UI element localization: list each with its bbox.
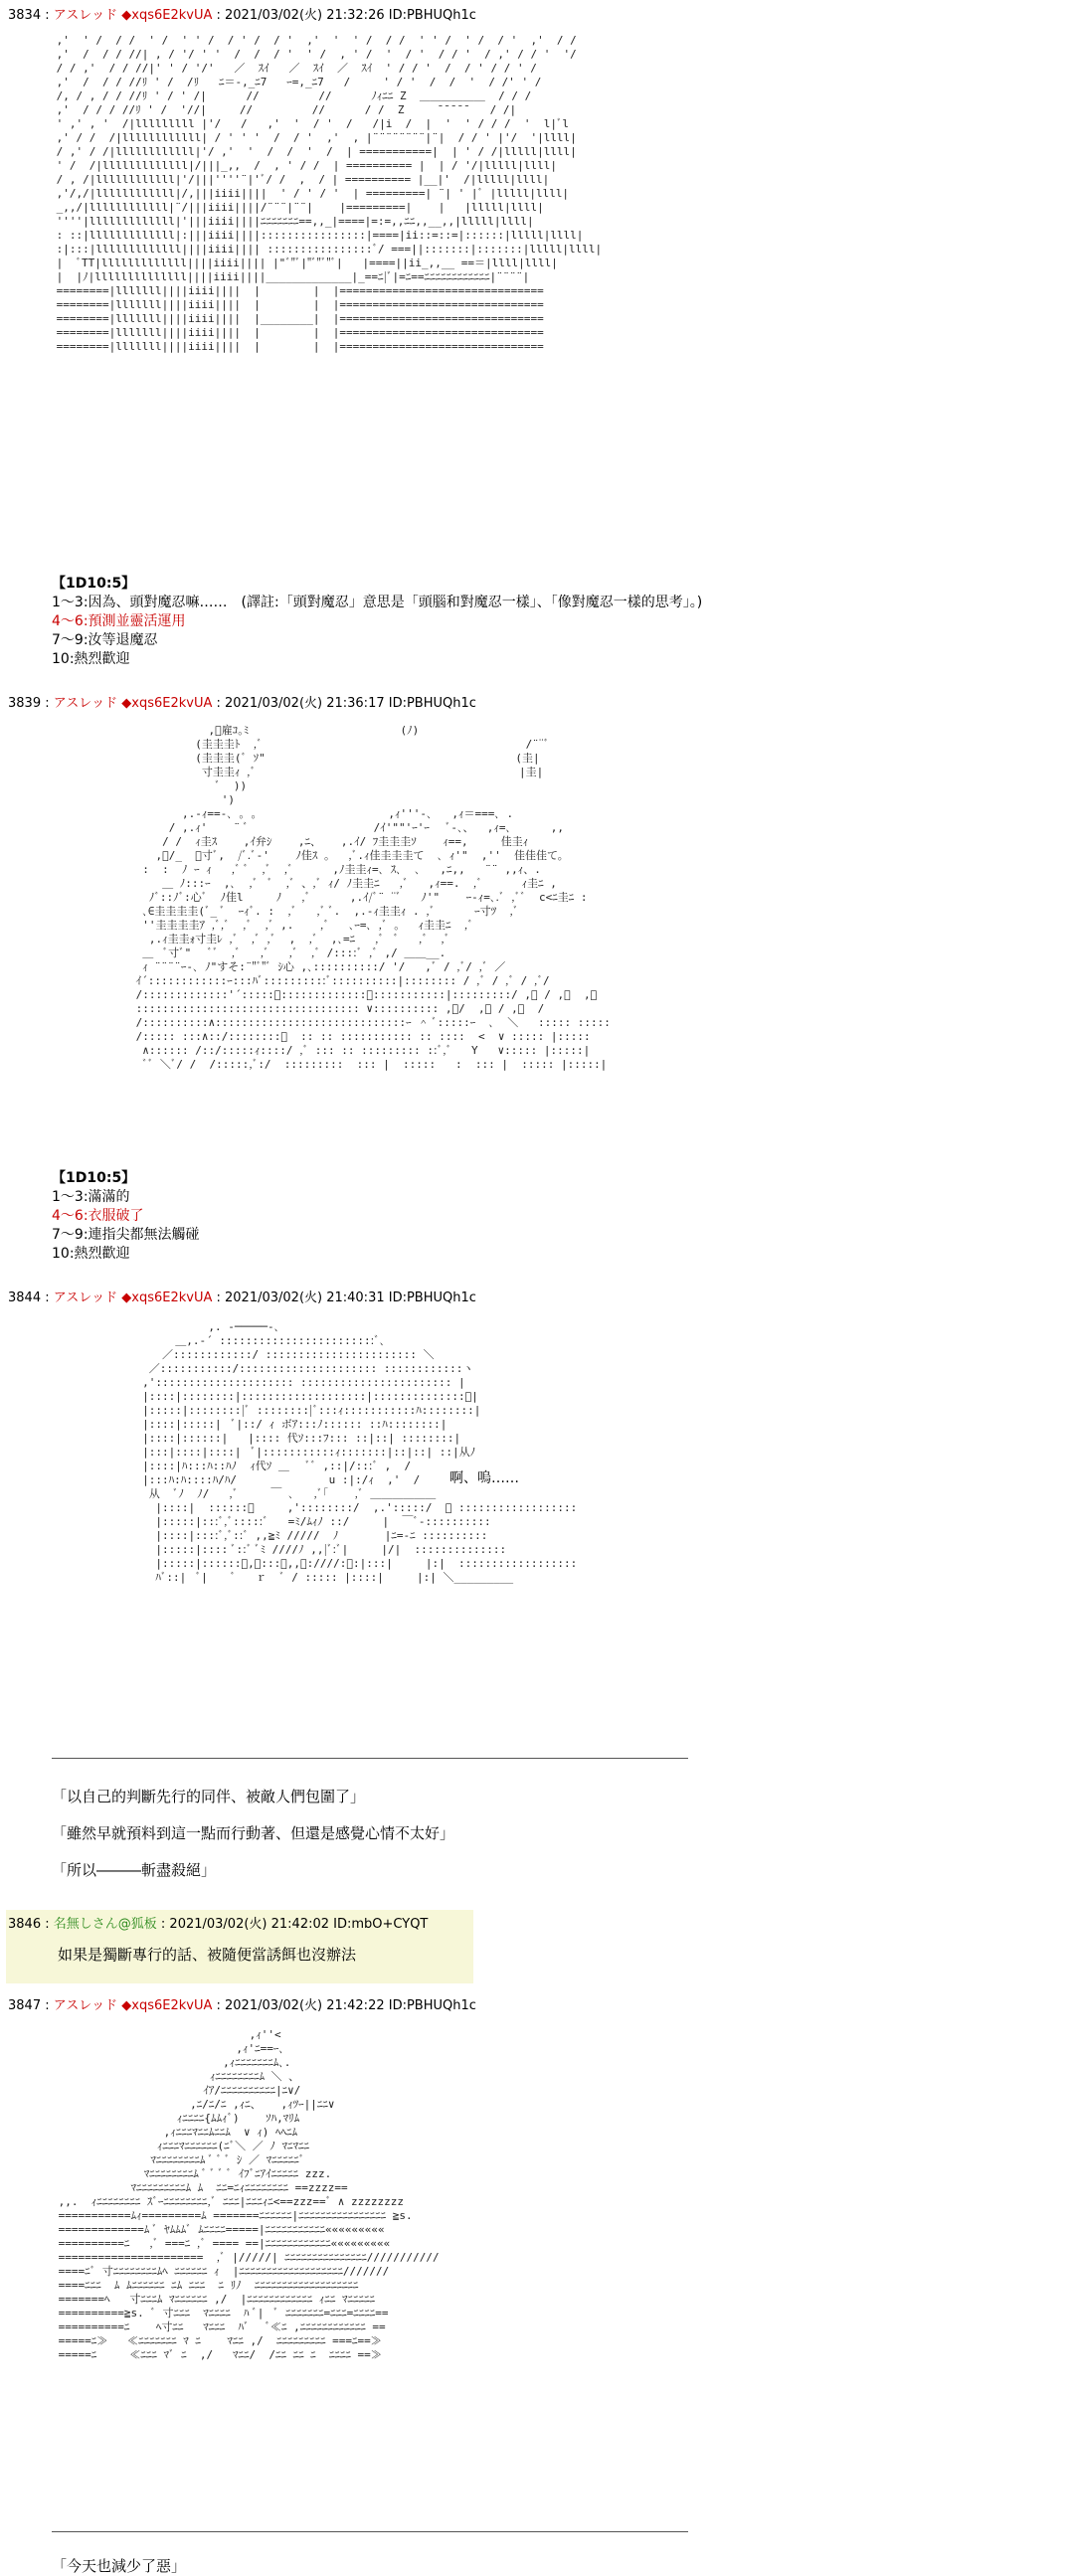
ascii-art-figure: ,. -─────-､ ＿,.-´ ::::::::::::::::::::::::ﾞ､ ／::::::::::::/ ::::::::::::::::::::::: ＼ ／:::::::::::/::::::::::::::::::::: ::::::::::::ヽ ,'::::::::::::::::::::: ::::::::::::::::::::::: | |::::|::::::::|:::::::::::::::::::|::::::::::::::ﾞ| |:::::|::::::::|ﾞ ::::::::|ﾞ:::ｨ:::::::::::ﾊ::::::::| |::::|:::::| ﾞ|::/ ｨ ボｱ:::ﾉ:::::: ::ﾊ::::::::| |::::|::::::| |:::: 代ｿ:::ﾌ::: ::|::| ::::::::| |:::|::::|::::| ﾞ|:::::::::::ｨ:::::::|::|::| ::|从ﾉ |::::|ﾊ:::ﾊ::ﾊﾉ ｨ代ｿ ＿ ﾞﾞ ,::|/:::ﾞ , / |:::ﾊ:ﾊ::::ﾊ/ﾊ/ u :|:/ｨ ,' / 从 ﾞﾉ ﾉ/ ,ﾞ ￣ ､ ,ﾞ｢ ,ﾞ ＿＿＿＿＿＿ |::::| ::::::ﾞ ,'::::::::/ ,.':::::/ ＼ :::::::::::::::::: |:::::|:::ﾞ,ﾞ:::::ﾞ =ﾐ/ﾑｨﾉ ::/ | ￣ﾞ-:::::::::: |::::|::::ﾞ,ﾞ::ﾞ ,,≧ﾐ ///// ﾉ |ﾆ=-ﾆ :::::::::: |:::::|:::: ﾞ::ﾞ ﾞﾐ ////ﾉ ,,|ﾞ:ﾞ| |/| :::::::::::::: |:::::|::::::ﾞ,ﾞ:::ﾞ,,ﾞ:////:ﾞ:|:::| |:| :::::::::::::::::: ﾊﾞ::| ﾞ| ﾞ ｒ ﾞ / ::::: |::::| |:| ＼_________ [142, 1320, 578, 1584]
quote-line: 「所以―――斬盡殺絕」 [52, 1861, 217, 1879]
post-header: 3834 : アスレッド ◆xqs6E2kvUA : 2021/03/02(火) 21:32:26 ID:PBHUQh1c [8, 8, 476, 23]
post-header: 3846 : 名無しさん@狐板 : 2021/03/02(火) 21:42:02 ID:mbO+CYQT [8, 1917, 429, 1932]
ascii-art-crowd: ,ﾞ雇ｺ｡ﾐ (ﾉ) (圭圭圭ﾄ ,ﾞ /¨¨ﾞ (圭圭圭(ﾞ ｿ" (圭| 寸圭圭ｨ ,ﾞ |圭| ﾞ )) ') ,.-ｨ==-､ ｡ ｡ ,ｨ'''-､ ,ｨ＝===､ . / ,.ｨ' ¨ ﾞ /ｲ'""'ｰ'ｰ ﾞ-､、 ,ｨ=､ ,, / / ｨ圭ｽ ,ｲ弁ｼ ,ﾆ、 ,.ｲ/ ﾌ圭圭圭ｿ ｨ==, 佳圭ｨ ,ﾞ/_ ｰ寸ﾞ, /ﾞ.ﾞ-' ﾉ佳ｽ 。 ,ﾞ.ｨ佳圭圭圭て ､ ｨ'" ,'' 佳佳佳て。 : : ﾉ ｰ ｨ ,ﾞ ﾞ ,ﾞ ,ﾞ ,ﾉ圭圭ｨ=､ ｽ､ ､ ,ﾆ,, ¨¨ ,,ｨ、. ＿ ﾉ:::ｰ ,､ ,ﾞ ﾞ ,ﾞ 、,ﾞ ｨ/ ﾉ圭圭ﾆ ,ﾞ ,ｨ==. ,ﾞ ｨ圭ﾆ , ﾉﾞ::ﾉﾞ:心ﾞ ﾉ佳l ﾉ ,ﾞ ,.ｲ/ﾞ¨ ¨ﾞ ﾉ'" ｰ-ｨ=､.ﾞ ,ﾞﾞ c<ﾆ圭ﾆ : ､∈圭圭圭圭(ﾞ_ ﾞ ｰｨﾞ. : ,ﾞ ,ﾞ ﾞ. ,.-ｨ圭圭ｨ . ,ﾞ ｰ寸ﾂ ,ﾞ ''圭圭圭圭ｱ ,ﾞ,ﾞ ,ﾞ ,ﾞ ,. ,ﾞ ､ｰ=､ ,ﾞ 。 ｨ圭圭ﾆ ,ﾞ ,.ｨ圭圭ｫ寸圭ﾚ ,ﾞ ,ﾞ ,ﾞ , ,ﾞ ,､=ﾆ ,ﾞ ﾞ ,ﾞ ,ﾞ ＿ ﾞ寸ﾞ" ﾞﾞ ,ﾞ ,ﾞ ,ﾞ ,ﾞ /::::ﾞ ,ﾞ ,/ ＿＿__. ｨ ¨¨¨¨ｰ-､ ﾉ"すそ:¨"ﾞ"ﾞ ｼ心 ,､::::::::::/ '/ ,ﾞ / ,ﾞ/ ,ﾞ ／ ｲ´::::::::::::ｰ:::ﾊﾞ::::::::::ﾞ::::::::::|:::::::: / ,ﾞ / ,ﾞ / ,ﾞ/ /:::::::::::::'´:::::ﾞ:::::::::::::＞:::::::::::|:::::::::/ ,ﾞ / ,ﾞ ,ﾞ :::::::::::::::::::::::::::::::::: ∨:::::::::: ,ﾞ/ ,ﾞ / ,ﾞ / /::::::::::∧:::::::::::::::::::::::::::::ｰ ＾ ﾞ:::::ｰ ､ ＼ ::::: ::::: /::::: :::∧::/::::::::ﾞ :: :: ::::::::::: :: :::: < ∨ ::::: |::::: ∧:::::: /::/:::::ｨ::::/ ,ﾞ ::: :: ::::::::: ::ﾞ,ﾞ Y ∨::::: |:::::| ﾞﾞ ＼ﾞ/ / /:::::,ﾞ:/ ::::::::: ::: | ::::: : ::: | ::::: |:::::| [135, 724, 611, 1071]
divider [52, 1758, 688, 1759]
post-meta: 2021/03/02(火) 21:42:22 ID:PBHUQh1c [225, 1998, 476, 2013]
dice-result: 【1D10:5】 [52, 1170, 136, 1186]
ascii-art-city: ,' ' / / / ' / ' ' / / ' / / ' ,' ' ' / / / ' ' / ' / / ' ,' / / ,' / / / //| , / '/ ' ' / / / ' ' / , ' / ' / ' / / ' / ,' / / ' '/ / / ,' / / //|' ' / '/' ／ ｽｲ ／ ｽｲ ／ ｽｲ ' / / ' / / ' / / ' / ,' / / / //ﾘ ' / /ﾘ ﾆ＝-,_ﾆ7 ｰ=,_ﾆ7 / ' / ' / / ' / /' ' / /, / , / / //ﾘ ' / ' /| // // ﾉｨﾆﾆ Z ＿＿＿＿＿＿ / / / ,' / / / //ﾘ ' / '//| // // / / Z ̄ ̄ ̄ ̄ ̄ / /| ' ,' , ' /|lllllllll |'/ / ,' ' / ' / /|i / | ' ' / / / ' l|ﾞl ,' / / /|llllllllllll| / ' ' ' / / ' ,' , |¨¨¨¨¨¨¨¨|¨| / / ' |'/ '|llll| / ,' / /|llllllllllll|'/ ,' ' / / ' / | ===========| | ' / /|lllll|llll| ' / /|lllllllllllll|/|||_,, / , ' / / | ========== | | / '/|lllll|llll| / , /|llllllllllll|'/|||''''¨|'ﾞ/ / , / | ========== |__|' /|lllll|llll| ,'/,/|llllllllllll|/,|||iiii|||| ' / ' / ' | =========| ¨| ' |ﾞ |lllll|llll| _,,/|llllllllllll|¨/|||iiii||||/¨¨¨|¨¨| |=========| | |lllll|llll| ''''|lllllllllllll|'|||iiii||||ﾆﾆﾆﾆﾆﾆﾆ==,,_|====|=:=,,ﾆﾆ,,__,,|lllll|llll| : ::|lllllllllllll|:|||iiii||||::::::::::::::::|====|ii::=::=|::::::|lllll|llll| :|:::|lllllllllllll||||iiii|||| ::::::::::::::::ﾞ/ ===||:::::::|:::::::|lllll|llll| | ﾞTT|lllllllllllll||||iiii|||| |"ﾞ"ﾞ|"ﾞ"ﾞ"ﾞ| |====||ii_,,__ ==＝|llll|llll| | |ﾉ|llllllllllllll||||iiii||||_____________|_==ﾆ|ﾞ|=ﾆ==ﾆﾆﾆﾆﾆﾆﾆﾆﾆﾆﾆﾆ|¨¨¨¨| ========|lllllll||||iiii|||| | | |=============================== ========|lllllll||||iiii|||| | | |=============================== ========|lllllll||||iiii|||| |________| |=============================== ========|lllllll||||iiii|||| | | |=============================== ========|lllllll||||iiii|||| | | |=============================== [56, 34, 603, 353]
quote-line: 「今天也減少了惡」 [52, 2557, 187, 2575]
post-meta: 2021/03/02(火) 21:36:17 ID:PBHUQh1c [225, 696, 476, 711]
ascii-art-mech: ,ｨ''< ,ｨ'ﾆ==ｰ､ ,ｨﾆﾆﾆﾆﾆﾆﾆﾑ､. ｨﾆﾆﾆﾆﾆﾆﾆﾆﾑ ＼ 、 ｲｱ/ﾆﾆﾆﾆﾆﾆﾆﾆﾆﾆ|ﾆ∨/ ,ﾆ/ﾆ/ﾆ ,ｨﾆ、 ,ｨﾂｰ||ﾆﾆ∨ ｨﾆﾆﾆﾆ{ﾑﾑｨﾞ) ｿﾊ,ﾏﾘﾑ ,ｨﾆﾆﾆﾏﾆﾆﾑﾆﾆﾑ ∨ ｨ) ﾍﾍﾆﾑ ｨﾆﾆﾆﾏﾆﾆﾆﾆﾆﾆ(ﾆﾞ＼ ／ ﾉ ﾏﾆﾏﾆﾆ ﾏﾆﾆﾆﾆﾆﾆﾆﾆﾑ ﾞ ﾞ ﾞ ｼ ／ ﾏﾆﾆﾆﾆﾆﾞ ﾏﾆﾆﾆﾆﾆﾆﾆﾆﾑ ﾞ ﾞ ﾞ ﾞ ｲﾌﾞﾆｱｲﾆﾆﾆﾆﾆ zzz. ﾏﾆﾆﾆﾆﾆﾆﾆﾆﾆﾑ ﾑ ﾆﾆ=ﾆｨﾆﾆﾆﾆﾆﾆﾆﾆ ==zzzz== ,,. ｨﾆﾆﾆﾆﾆﾆﾆﾆ ｽﾞｰﾆﾆﾆﾆﾆﾆﾆﾆ,ﾞ ﾆﾆﾆ|ﾆﾆﾆｨﾆ<==zzz==ﾞ ∧ zzzzzzzz ===========ﾑｨ=========ﾑ =======ﾆﾆﾆﾆﾆﾆ|ﾆﾆﾆﾆﾆﾆﾆﾆﾆﾆﾆﾆﾆﾆﾆﾆ ≧s. =============ﾑ ﾞ ﾔﾑﾑﾑﾞ ﾑﾆﾆﾆﾆ=====|ﾆﾆﾆﾆﾆﾆﾆﾆﾆﾆﾆ««««««««« ==========ﾆ ,ﾞ ===ﾆ ,ﾞ ==== ==|ﾆﾆﾆﾆﾆﾆﾆﾆﾆﾆﾆﾆ««««««««« ====================== ,ﾞ |/////| ﾆﾆﾆﾆﾆﾆﾆﾆﾆﾆﾆﾆﾆﾆﾆ/////////// ====ﾆﾞ 寸ﾆﾆﾆﾆﾆﾆﾆﾆﾑﾍ ﾆﾆﾆﾆﾆﾆ ｨ |ﾆﾆﾆﾆﾆﾆﾆﾆﾆﾆﾆﾆﾆﾆﾆﾆﾆﾆﾆ/////// ====ﾆﾆﾆ ﾑ ﾑﾆﾆﾆﾆﾆﾆ ﾆﾑ ﾆﾆﾆ ﾆ ﾘﾉ ﾆﾆﾆﾆﾆﾆﾆﾆﾆﾆﾆﾆﾆﾆﾆﾆﾆﾆﾆ =======ﾍ 寸ﾆﾆﾆﾑ ﾏﾆﾆﾆﾆﾆﾆ ,/ |ﾆﾆﾆﾆﾆﾆﾆﾆﾆﾆﾆﾆ ｨﾆﾆ ﾏﾆﾆﾆﾆﾆ ==========≧s. ﾞ 寸ﾆﾆﾆ ﾏﾆﾆﾆﾆ ﾊ ﾞ| ﾞ ﾆﾆﾆﾆﾆﾆﾆ=ﾆﾆﾆ=ﾆﾆﾆﾆ== ==========ﾆ ﾍ寸ﾆﾆ ﾏﾆﾆﾆ ﾊﾞ ﾞ≪ﾆ ,ﾆﾆﾆﾆﾆﾆﾆﾆﾆﾆﾆﾆ == =====ﾆ≫ ≪ﾆﾆﾆﾆﾆﾆﾆ ﾏ ﾆ ﾏﾆﾆ ,/ ﾆﾆﾆﾆﾆﾆﾆﾆﾆ ===ﾆ==≫ =====ﾆ ≪ﾆﾆﾆ ﾏﾞ ﾆ ,/ ﾏﾆﾆ/ /ﾆﾆ ﾆﾆ ﾆ ﾆﾆﾆﾆ ==≫ [58, 2028, 440, 2361]
dice-result: 【1D10:5】 [52, 576, 136, 592]
post-header: 3844 : アスレッド ◆xqs6E2kvUA : 2021/03/02(火) 21:40:31 ID:PBHUQh1c [8, 1290, 476, 1305]
poster-trip: ◆xqs6E2kvUA [121, 8, 213, 23]
option-line: 7～9:汝等退魔忍 [52, 632, 158, 648]
post-header: 3847 : アスレッド ◆xqs6E2kvUA : 2021/03/02(火) 21:42:22 ID:PBHUQh1c [8, 1998, 476, 2013]
post-meta: 2021/03/02(火) 21:40:31 ID:PBHUQh1c [225, 1290, 476, 1305]
poster-name[interactable]: アスレッド [53, 696, 118, 711]
divider [52, 2531, 688, 2532]
quote-line: 「以自己的判斷先行的同伴、被敵人們包圍了」 [52, 1788, 366, 1805]
quote-line: 「雖然早就預料到這一點而行動著、但還是感覺心情不太好」 [52, 1824, 455, 1842]
post-meta: 2021/03/02(火) 21:42:02 ID:mbO+CYQT [169, 1917, 429, 1932]
option-line: 10:熱烈歡迎 [52, 651, 130, 667]
poster-trip: ◆xqs6E2kvUA [121, 1998, 213, 2013]
option-line: 1～3:滿滿的 [52, 1189, 130, 1205]
poster-name[interactable]: アスレッド [53, 1998, 118, 2013]
option-line-highlight: 4～6:預測並靈活運用 [52, 613, 186, 629]
post-meta: 2021/03/02(火) 21:32:26 ID:PBHUQh1c [225, 8, 476, 23]
post-body: 如果是獨斷專行的話、被隨便當誘餌也沒辦法 [58, 1946, 357, 1964]
poster-name[interactable]: アスレッド [53, 1290, 118, 1305]
option-line: 1～3:因為、頭對魔忍嘛…… (譯註:「頭對魔忍」意思是「頭腦和對魔忍一樣」、「像對魔忍一樣的思考」。) [52, 595, 703, 610]
option-line-highlight: 4～6:衣服破了 [52, 1208, 144, 1224]
option-line: 10:熱烈歡迎 [52, 1246, 130, 1262]
speech-text: 啊、嗚…… [449, 1470, 519, 1486]
option-line: 7～9:連指尖都無法觸碰 [52, 1227, 200, 1243]
poster-name[interactable]: アスレッド [53, 8, 118, 23]
poster-trip: ◆xqs6E2kvUA [121, 1290, 213, 1305]
post-header: 3839 : アスレッド ◆xqs6E2kvUA : 2021/03/02(火) 21:36:17 ID:PBHUQh1c [8, 696, 476, 711]
poster-trip: ◆xqs6E2kvUA [121, 696, 213, 711]
poster-name[interactable]: 名無しさん@狐板 [53, 1917, 157, 1932]
